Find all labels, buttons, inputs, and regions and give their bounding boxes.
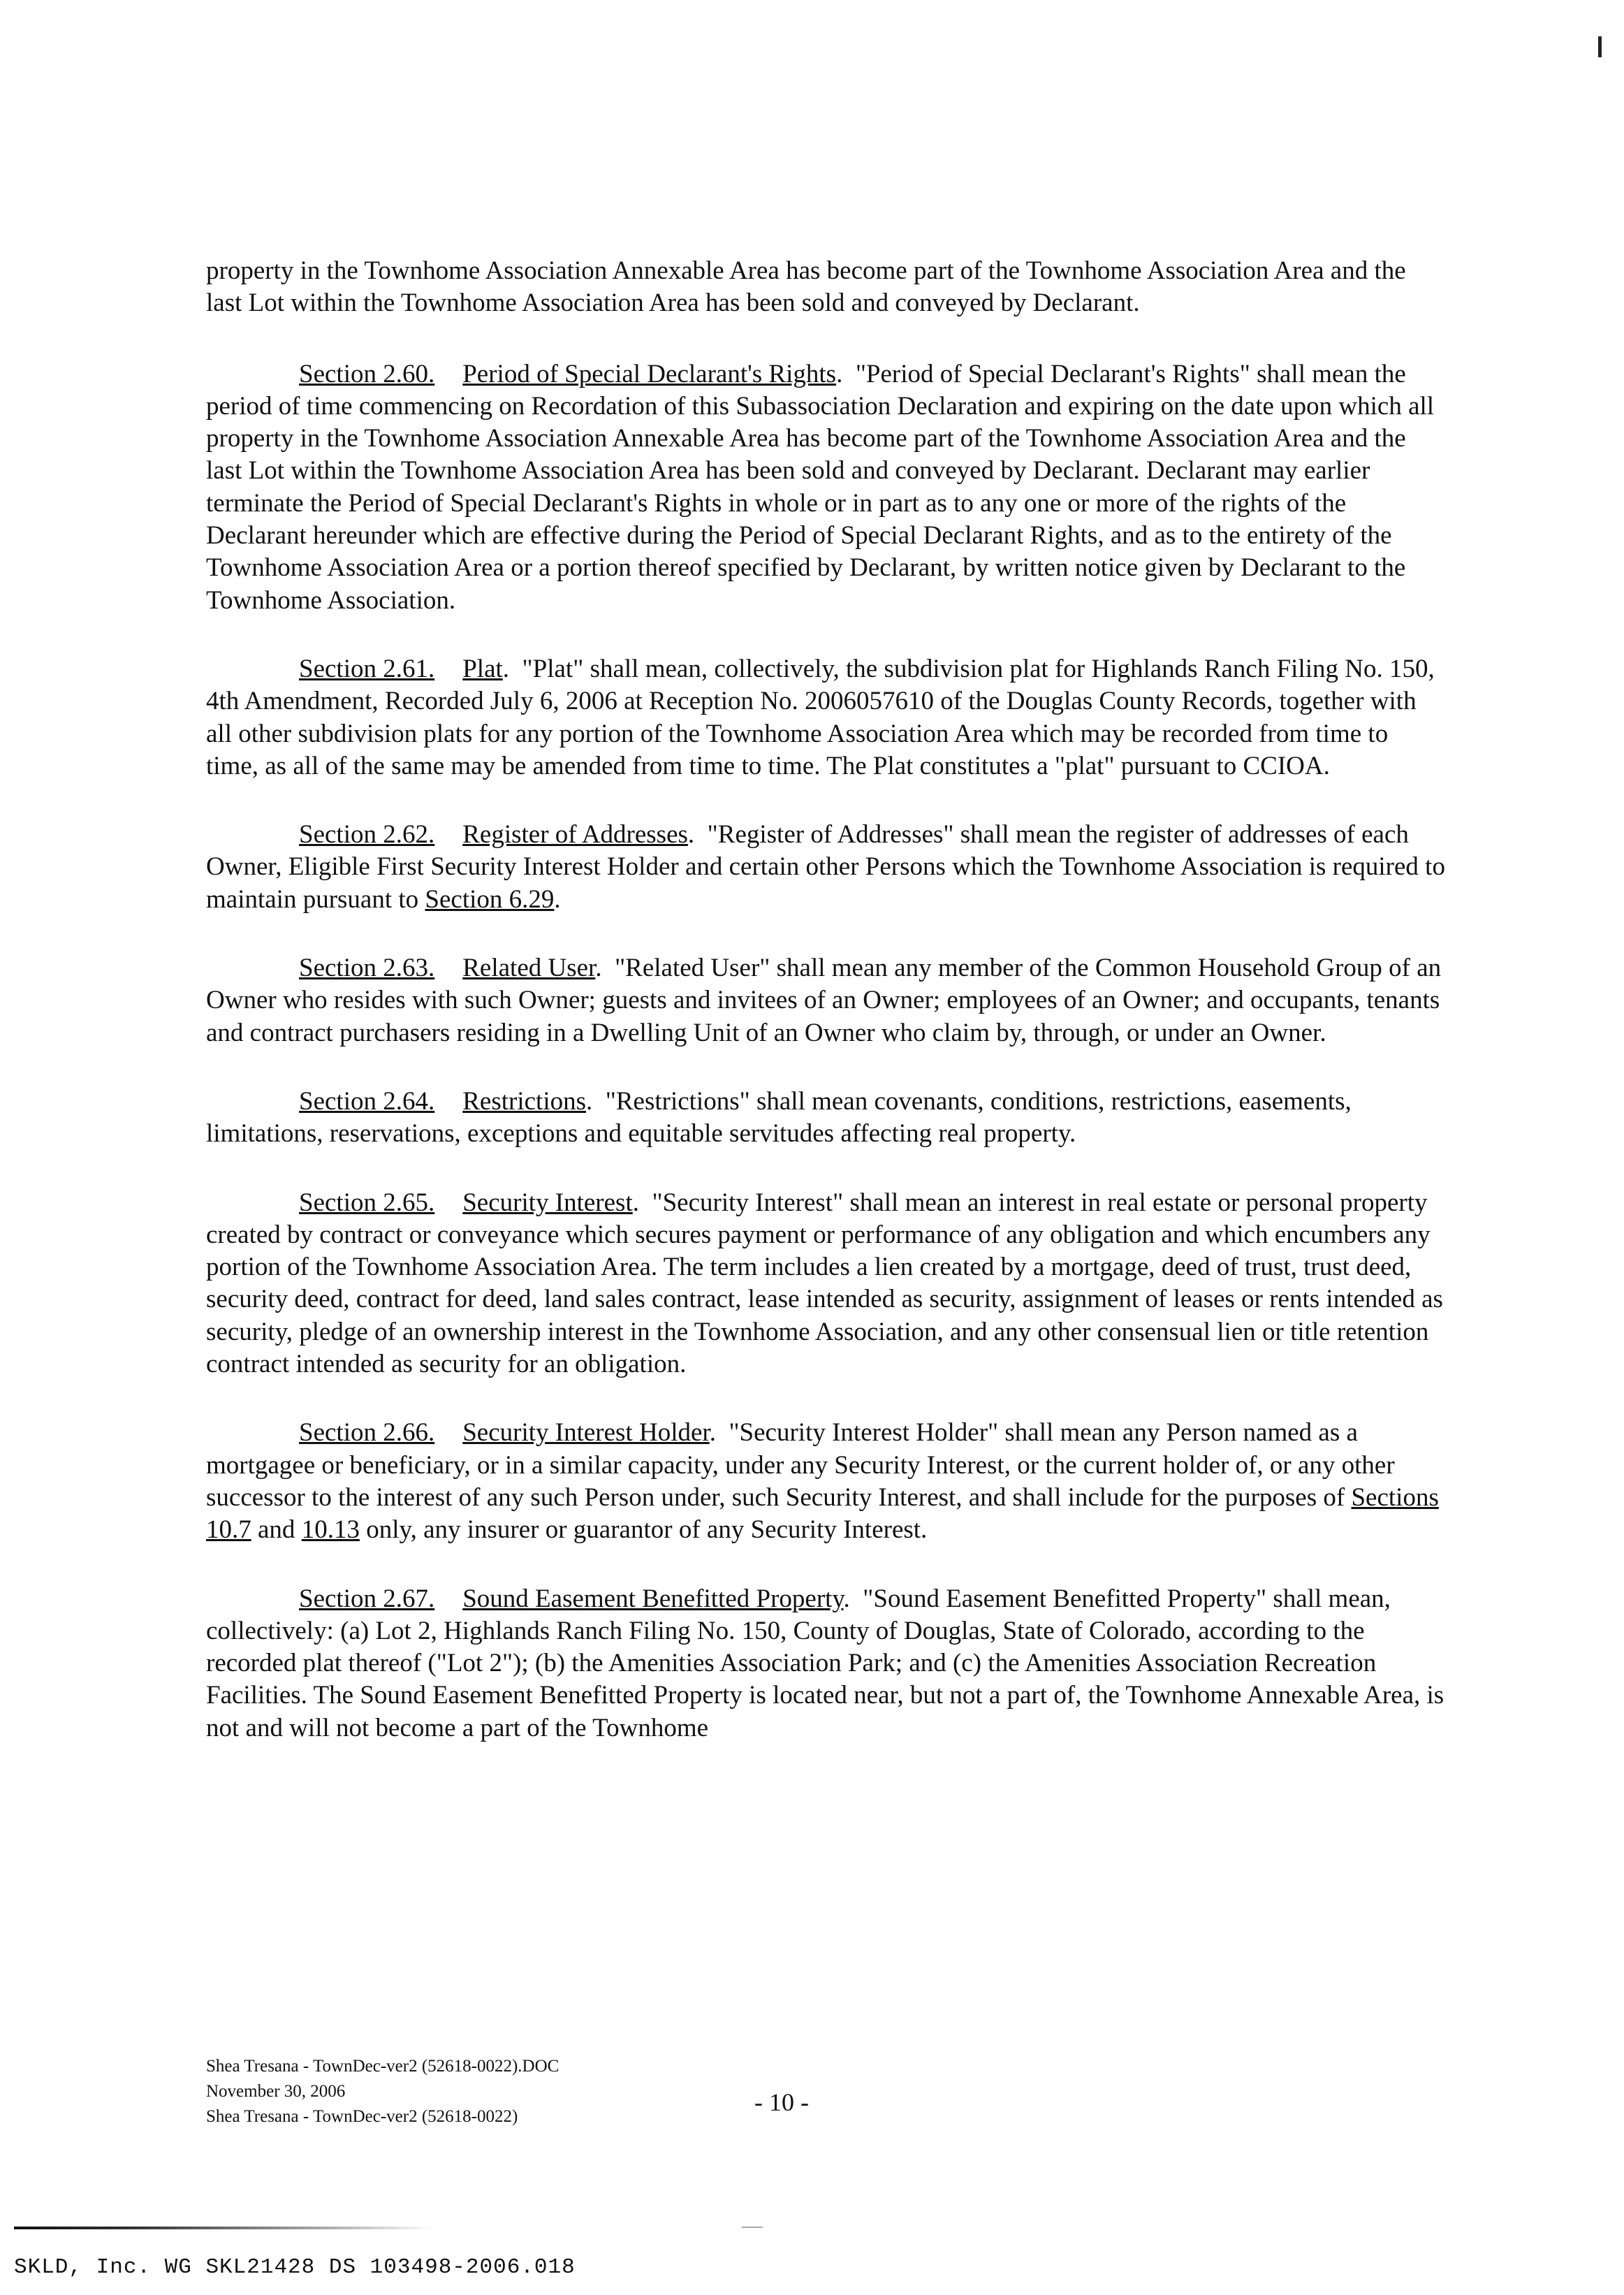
footer-date: November 30, 2006 — [206, 2082, 346, 2101]
section-text: "Related User" shall mean any member of the Common Household Group of an Owner who resides with such Owner; guests and invitees of an Owner; employees of an Owner; and occupants, tenants and contract purchasers residing in a Dwelling Unit of an Owner who claim by, through, or under an Owner. — [206, 954, 1442, 1047]
section-2-63: Section 2.63. Related User. "Related User" shall mean any member of the Common Household Group of an Owner who resides with such Owner; guests and invitees of an Owner; employees of an Owner; and occupants, tenants and contract purchasers residing in a Dwelling Unit of an Owner who claim by, through, or under an Owner. — [206, 954, 1442, 1047]
section-2-66: Section 2.66. Security Interest Holder. "Security Interest Holder" shall mean any Person named as a mortgagee or beneficiary, or in a similar capacity, under any Security Interest, or the current holder of, or any other successor to the interest of any such Person under, such Security Interest, and shall include for the purposes of Sections 10.7 and 10.13 only, any insurer or guarantor of any Security Interest. — [206, 1418, 1439, 1545]
section-2-64: Section 2.64. Restrictions. "Restrictions" shall mean covenants, conditions, restrictions, easements, limitations, reservations, exceptions and equitable servitudes affecting real property. — [206, 1086, 1352, 1149]
section-2-65: Section 2.65. Security Interest. "Security Interest" shall mean an interest in real estate or personal property created by contract or conveyance which secures payment or performance of any obligation and which encumbers any portion of the Townhome Association Area. The term includes a lien created by a mortgage, deed of trust, trust deed, security deed, contract for deed, land sales contract, lease intended as security, assignment of leases or rents intended as security, pledge of an ownership interest in the Townhome Association, and any other consensual lien or title retention contract intended as security for an obligation. — [206, 1188, 1443, 1379]
section-term: Plat — [462, 654, 503, 683]
corner-scan-mark — [1598, 36, 1602, 57]
document-body — [206, 255, 1446, 1781]
section-number: Section 2.62. — [299, 820, 435, 850]
section-2-62: Section 2.62. Register of Addresses. "Register of Addresses" shall mean the register of addresses of each Owner, Eligible First Security Interest Holder and certain other Persons which the Townhome Association is required to maintain pursuant to Section 6.29. — [206, 820, 1445, 914]
section-2-67: Section 2.67. Sound Easement Benefitted Property. "Sound Easement Benefitted Property" shall mean, collectively: (a) Lot 2, Highlands Ranch Filing No. 150, County of Douglas, State of Colorado, according to the recorded plat thereof ("Lot 2"); (b) the Amenities Association Park; and (c) the Amenities Association Recreation Facilities. The Sound Easement Benefitted Property is located near, but not a part of, the Townhome Annexable Area, is not and will not become a part of the Townhome — [206, 1584, 1444, 1742]
footer-filename: Shea Tresana - TownDec-ver2 (52618-0022).DOC — [206, 2057, 559, 2076]
section-number: Section 2.63. — [299, 954, 435, 983]
paragraph-continuation — [206, 255, 1446, 320]
section-2-61: Section 2.61. Plat. "Plat" shall mean, collectively, the subdivision plat for Highlands Ranch Filing No. 150, 4th Amendment, Recorded July 6, 2006 at Reception No. 2006057610 of the Douglas County Records, together with all other subdivision plats for any portion of the Townhome Association Area which may be recorded from time to time, as all of the same may be amended from time to time. The Plat constitutes a "plat" pursuant to CCIOA. — [206, 654, 1435, 780]
section-term: Period of Special Declarant's Rights — [462, 359, 837, 388]
scan-artifact-mark — [742, 2227, 763, 2228]
section-text-end: only, any insurer or guarantor of any Security Interest. — [366, 1515, 928, 1545]
paragraph-text: property in the Townhome Association Annexable Area has become part of the Townhome Association Area and the last Lot within the Townhome Association Area has been sold and conveyed by Declarant. — [206, 256, 1406, 318]
section-reference: Sections 10.7 — [206, 1482, 1439, 1545]
section-number: Section 2.60. — [299, 359, 435, 388]
section-number: Section 2.67. — [299, 1584, 435, 1613]
section-number: Section 2.65. — [299, 1188, 435, 1217]
section-number: Section 2.64. — [299, 1086, 435, 1116]
section-reference: Section 6.29 — [425, 884, 555, 914]
page-number: - 10 - — [754, 2088, 809, 2116]
section-number: Section 2.66. — [299, 1418, 435, 1448]
section-term: Security Interest Holder — [462, 1418, 710, 1448]
section-text-end: . — [554, 884, 561, 914]
section-term: Register of Addresses — [462, 820, 688, 850]
section-term: Sound Easement Benefitted Property — [462, 1584, 844, 1613]
document-footer — [206, 2054, 1044, 2129]
section-text-mid: and — [258, 1515, 295, 1545]
section-text: "Restrictions" shall mean covenants, conditions, restrictions, easements, limitations, reservations, exceptions and equitable servitudes affecting real property. — [206, 1086, 1352, 1149]
section-text: "Plat" shall mean, collectively, the subdivision plat for Highlands Ranch Filing No. 150, 4th Amendment, Recorded July 6, 2006 at Reception No. 2006057610 of the Douglas County Records, together with all other subdivision plats for any portion of the Townhome Association Area which may be recorded from time to time, as all of the same may be amended from time to time. The Plat constitutes a "plat" pursuant to CCIOA. — [206, 654, 1435, 780]
section-number: Section 2.61. — [299, 654, 435, 683]
section-text: "Sound Easement Benefitted Property" shall mean, collectively: (a) Lot 2, Highlands Ranch Filing No. 150, County of Douglas, State of Colorado, according to the recorded plat thereof ("Lot 2"); (b) the Amenities Association Park; and (c) the Amenities Association Recreation Facilities. The Sound Easement Benefitted Property is located near, but not a part of, the Townhome Annexable Area, is not and will not become a part of the Townhome — [206, 1584, 1444, 1742]
section-2-60: Section 2.60. Period of Special Declarant's Rights. "Period of Special Declarant's Rights" shall mean the period of time commencing on Recordation of this Subassociation Declaration and expiring on the date upon which all property in the Townhome Association Annexable Area has become part of the Townhome Association Area and the last Lot within the Townhome Association Area has been sold and conveyed by Declarant. Declarant may earlier terminate the Period of Special Declarant's Rights in whole or in part as to any one or more of the rights of the Declarant hereunder which are effective during the Period of Special Declarant Rights, and as to the entirety of the Townhome Association Area or a portion thereof specified by Declarant, by written notice given by Declarant to the Townhome Association. — [206, 359, 1435, 615]
footer-filename-secondary: Shea Tresana - TownDec-ver2 (52618-0022) — [206, 2107, 518, 2126]
section-text: "Security Interest" shall mean an interest in real estate or personal property created by contract or conveyance which secures payment or performance of any obligation and which encumbers any portion of the Townhome Association Area. The term includes a lien created by a mortgage, deed of trust, trust deed, security deed, contract for deed, land sales contract, lease intended as security, assignment of leases or rents intended as security, pledge of an ownership interest in the Townhome Association, and any other consensual lien or title retention contract intended as security for an obligation. — [206, 1188, 1443, 1379]
section-text: "Security Interest Holder" shall mean any Person named as a mortgagee or beneficiary, or in a similar capacity, under any Security Interest, or the current holder of, or any other successor to the interest of any such Person under, such Security Interest, and shall include for the purposes of — [206, 1418, 1395, 1512]
section-term: Related User — [462, 954, 596, 983]
section-reference: 10.13 — [301, 1515, 360, 1545]
scan-artifact-line — [14, 2227, 433, 2229]
recording-stamp: SKLD, Inc. WG SKL21428 DS 103498-2006.018 — [14, 2255, 576, 2280]
section-text: "Period of Special Declarant's Rights" shall mean the period of time commencing on Recordation of this Subassociation Declaration and expiring on the date upon which all property in the Townhome Association Annexable Area has become part of the Townhome Association Area and the last Lot within the Townhome Association Area has been sold and conveyed by Declarant. Declarant may earlier terminate the Period of Special Declarant's Rights in whole or in part as to any one or more of the rights of the Declarant hereunder which are effective during the Period of Special Declarant Rights, and as to the entirety of the Townhome Association Area or a portion thereof specified by Declarant, by written notice given by Declarant to the Townhome Association. — [206, 359, 1435, 615]
section-term: Restrictions — [462, 1086, 586, 1116]
section-text: "Register of Addresses" shall mean the register of addresses of each Owner, Eligible First Security Interest Holder and certain other Persons which the Townhome Association is required to maintain pursuant to — [206, 820, 1445, 914]
section-term: Security Interest — [462, 1188, 633, 1217]
